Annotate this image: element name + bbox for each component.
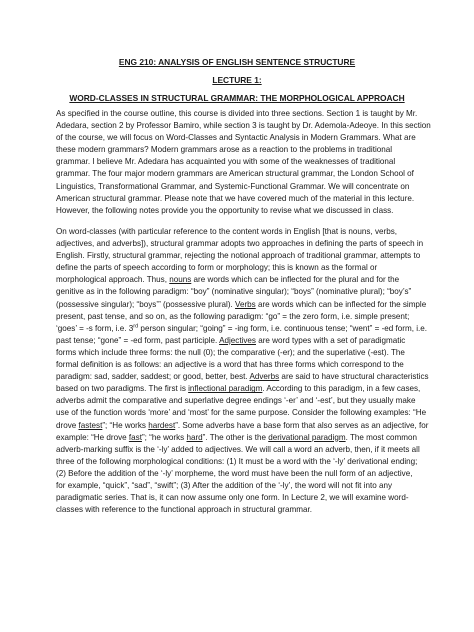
term-adjectives: Adjectives	[219, 335, 256, 345]
text-line: adverb-marking suffix is the ‘-ly’ added to adjectives. We will call a word an adverb, then, if it meets all	[56, 444, 420, 454]
text-line: However, the following notes provide you the opportunity to revise what we discussed in class.	[56, 205, 394, 215]
paragraph-intro	[56, 108, 431, 217]
text-line: paradigm: sad, sadder, saddest; or good, better, best. Adverbs are said to have structural characteristics	[56, 372, 429, 382]
text-line: use of the function words ‘more’ and ‘most’ for the same purpose. Consider the following examples: “He	[56, 408, 427, 418]
text-line: English. Firstly, structural grammar, rejecting the notional approach of traditional grammar, attempts to	[56, 251, 421, 261]
lecture-number: LECTURE 1:	[212, 75, 262, 85]
text-line: past tense; “gone” = -ed form, past participle. Adjectives are word types with a set of paradigmatic	[56, 335, 406, 345]
text-line: drove fastest”; “He works hardest”. Some adverbs have a base form that also serves as an adjective, for	[56, 420, 429, 430]
text-line: genitive as in the following paradigm: “boy” (nominative singular); “boys” (nominative plural); “boy’s”	[56, 287, 412, 297]
text-line: based on two paradigms. The first is inflectional paradigm. According to this paradigm, in a few cases,	[56, 384, 421, 394]
text-line: formal definition is as follows: an adjective is a word that has three forms which correspond to the	[56, 360, 404, 370]
text-line: example: “He drove fast”; “he works hard”. The other is the derivational paradigm. The most common	[56, 432, 417, 442]
text-line: classes with reference to the functional approach in structural grammar.	[56, 505, 312, 515]
text-line: adverbs admit the comparative and superlative degree endings ‘-er’ and ‘-est’, but they usually make	[56, 396, 416, 406]
term-nouns: nouns	[169, 275, 192, 285]
text-line: American structural grammar. Please note that we have covered much of the material in this lecture.	[56, 193, 415, 203]
text-line: (possessive singular); “boys’” (possessive plural). Verbs are words which can be inflected for the simple	[56, 299, 427, 309]
superscript: rd	[133, 323, 139, 330]
example-fast: fast	[128, 432, 142, 442]
text-line: these modern grammars? Modern grammars arose as a reaction to the problems in traditional	[56, 145, 393, 155]
term-adverbs: Adverbs	[249, 372, 280, 382]
text-line: morphological approach. Thus, nouns are words which can be inflected for the plural and for the	[56, 275, 400, 285]
course-title: ENG 210: ANALYSIS OF ENGLISH SENTENCE STRUCTURE	[118, 57, 356, 67]
term-inflectional-paradigm: inflectional paradigm	[188, 384, 263, 394]
text-line: On word-classes (with particular reference to the content words in English [that is nouns, verbs,	[56, 227, 397, 236]
text-line: of the course, we will focus on Word-Classes and Syntactic Analysis in Modern Grammars. What are	[56, 133, 416, 143]
lecture-topic: WORD-CLASSES IN STRUCTURAL GRAMMAR: THE MORPHOLOGICAL APPROACH	[69, 93, 405, 103]
text-line: adjectives, and adverbs]), structural grammar adopts two approaches in defining the parts of speech in	[56, 239, 424, 249]
text-line: (2) Before the addition of the ‘-ly’ morpheme, the word must have been the null form of an adjective,	[56, 468, 413, 478]
text-line: As specified in the course outline, this course is divided into three sections. Section 1 is taught by Mr.	[56, 109, 418, 118]
paragraph-word-classes	[56, 226, 429, 516]
text-line: paradigmatic series. That is, it can now assume only one form. In Lecture 2, we will examine word-	[56, 493, 409, 503]
example-hardest: hardest	[148, 420, 176, 430]
text-line: ‘goes’ = -s form, i.e. 3rd person singular; “going” = -ing form, i.e. continuous tense; “went” = -ed form, i.e.	[56, 323, 428, 333]
term-verbs: Verbs	[235, 299, 256, 309]
text-line: Adedara, section 2 by Professor Bamiro, while section 3 is taught by Dr. Ademola-Adeoye. In this section	[56, 121, 431, 131]
text-line: define the parts of speech according to form or morphology; this is known as the formal or	[56, 263, 378, 273]
text-line: present, past tense, and so on, as the following paradigm: “go” = the zero form, i.e. simple present;	[56, 311, 410, 321]
text-line: three of the following morphological conditions: (1) It must be a word with the ‘-ly’ derivational ending;	[56, 456, 418, 466]
text-line: for example, “quick”, “sad”, “swift”; (3) After the addition of the ‘-ly’, the word will not fit into any	[56, 480, 393, 490]
text-line: grammar. The four major modern grammars are American structural grammar, the London School of	[56, 169, 414, 179]
example-hard: hard	[186, 432, 203, 442]
term-derivational-paradigm: derivational paradigm	[268, 432, 346, 442]
example-fastest: fastest	[78, 420, 103, 430]
text-line: Linguistics, Transformational Grammar, and Systemic-Functional Grammar. We will concentrate on	[56, 181, 410, 191]
text-line: forms which include three forms: the null (0); the comparative (-er); and the superlative (-est). The	[56, 347, 405, 357]
text-line: grammar. I believe Mr. Adedara has acquainted you with some of the weaknesses of traditional	[56, 157, 396, 167]
